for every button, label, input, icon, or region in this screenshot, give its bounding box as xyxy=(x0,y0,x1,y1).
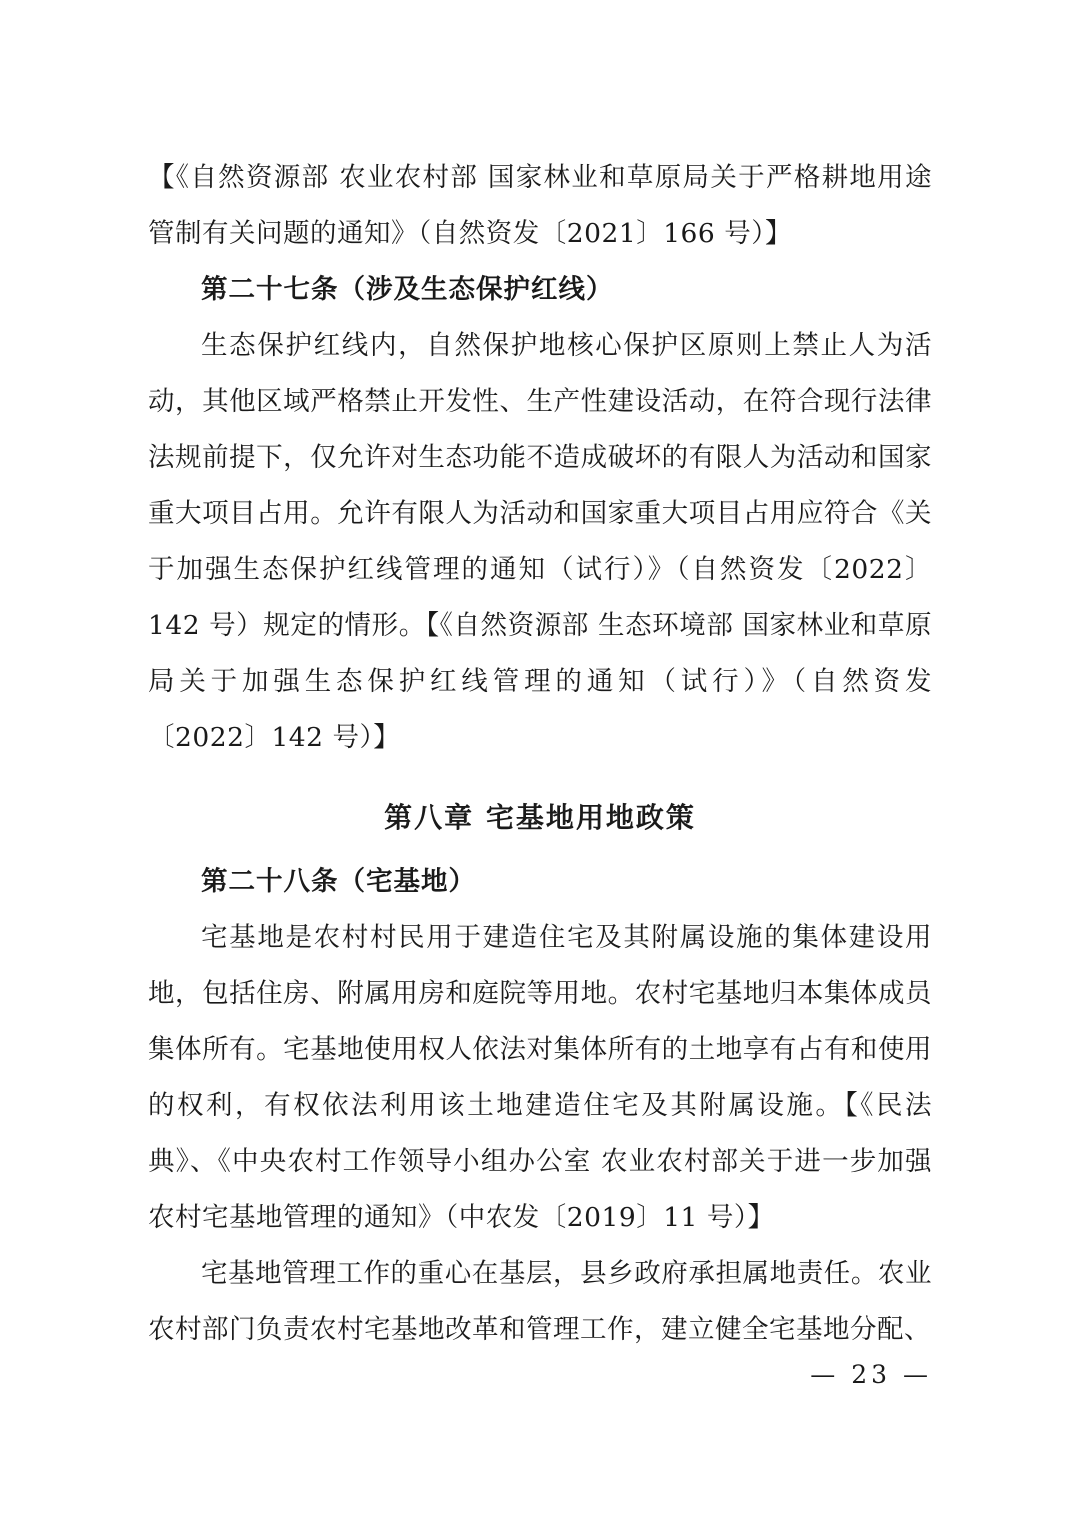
article-27-heading: 第二十七条（涉及生态保护红线） xyxy=(201,274,614,305)
article-28-heading: 第二十八条（宅基地） xyxy=(201,866,476,897)
page-number: — 23 — xyxy=(810,1360,932,1389)
article-28-paragraph-2: 宅基地管理工作的重心在基层，县乡政府承担属地责任。农业农村部门负责农村宅基地改革和管理工作，建立健全宅基地分配、 xyxy=(148,1258,932,1345)
article-27-body: 生态保护红线内，自然保护地核心保护区原则上禁止人为活动，其他区域严格禁止开发性、生产性建设活动，在符合现行法律法规前提下，仅允许对生态功能不造成破坏的有限人为活动和国家重大项目占用。允许有限人为活动和国家重大项目占用应符合《关于加强生态保护红线管理的通知（试行）》（自然资发〔2022〕142 号）规定的情形。【《自然资源部 生态环境部 国家林业和草原局关于加强生态保护红线管理的通知（试行）》（自然资发〔2022〕142 号）】 xyxy=(148,330,932,753)
spacer xyxy=(148,766,932,772)
document-body xyxy=(148,150,932,1358)
chapter-8-heading: 第八章 宅基地用地政策 xyxy=(384,801,696,834)
citation-paragraph: 【《自然资源部 农业农村部 国家林业和草原局关于严格耕地用途管制有关问题的通知》（自然资发〔2021〕166 号）】 xyxy=(148,162,932,249)
article-28-paragraph-1: 宅基地是农村村民用于建造住宅及其附属设施的集体建设用地，包括住房、附属用房和庭院等用地。农村宅基地归本集体成员集体所有。宅基地使用权人依法对集体所有的土地享有占有和使用的权利，有权依法利用该土地建造住宅及其附属设施。【《民法典》、《中央农村工作领导小组办公室 农业农村部关于进一步加强农村宅基地管理的通知》（中农发〔2019〕11 号）】 xyxy=(148,922,932,1233)
